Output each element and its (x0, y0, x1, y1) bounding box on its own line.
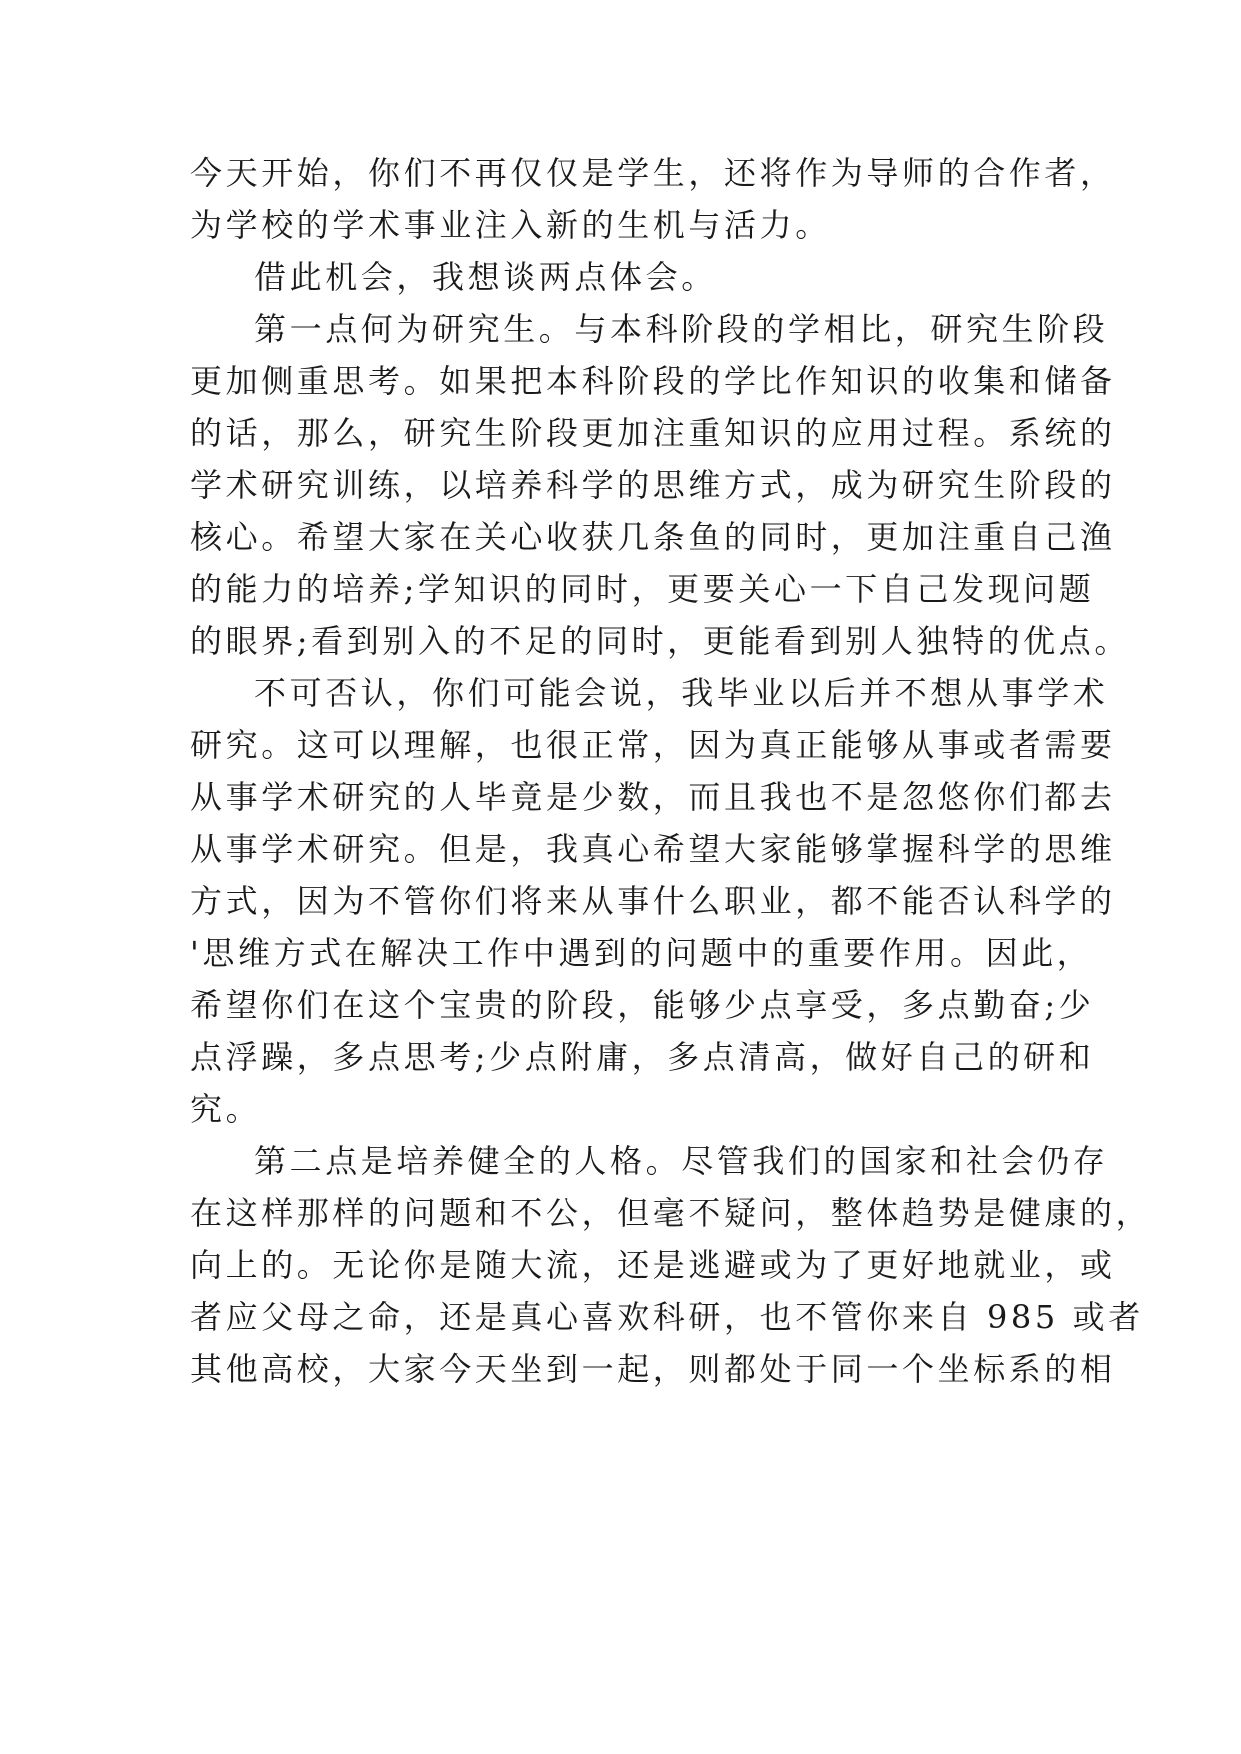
text-line: 从事学术研究的人毕竟是少数，而且我也不是忽悠你们都去 (190, 778, 1116, 816)
text-line: 的话，那么，研究生阶段更加注重知识的应用过程。系统的 (190, 414, 1116, 452)
text-line: 的能力的培养;学知识的同时，更要关心一下自己发现问题 (190, 570, 1095, 608)
text-line: '思维方式在解决工作中遇到的问题中的重要作用。因此， (190, 934, 1093, 972)
text-line: 的眼界;看到别入的不足的同时，更能看到别人独特的优点。 (190, 622, 1130, 660)
text-line: 学术研究训练，以培养科学的思维方式，成为研究生阶段的 (190, 466, 1116, 504)
text-line: 今天开始，你们不再仅仅是学生，还将作为导师的合作者， (190, 154, 1116, 192)
text-line: 更加侧重思考。如果把本科阶段的学比作知识的收集和储备 (190, 362, 1116, 400)
text-line: 者应父母之命，还是真心喜欢科研，也不管你来自 985 或者 (190, 1298, 1144, 1336)
text-line: 在这样那样的问题和不公，但毫不疑问，整体趋势是健康的， (190, 1194, 1152, 1232)
text-line: 借此机会，我想谈两点体会。 (254, 258, 717, 296)
text-line: 为学校的学术事业注入新的生机与活力。 (190, 206, 831, 244)
text-line: 究。 (190, 1090, 262, 1128)
text-line: 希望你们在这个宝贵的阶段，能够少点享受，多点勤奋;少 (190, 986, 1095, 1024)
text-line: 点浮躁，多点思考;少点附庸，多点清高，做好自己的研和 (190, 1038, 1095, 1076)
text-line: 方式，因为不管你们将来从事什么职业，都不能否认科学的 (190, 882, 1116, 920)
text-line: 第二点是培养健全的人格。尽管我们的国家和社会仍存 (254, 1142, 1109, 1180)
text-line: 第一点何为研究生。与本科阶段的学相比，研究生阶段 (254, 310, 1109, 348)
text-line: 研究。这可以理解，也很正常，因为真正能够从事或者需要 (190, 726, 1116, 764)
text-line: 从事学术研究。但是，我真心希望大家能够掌握科学的思维 (190, 830, 1116, 868)
text-line: 向上的。无论你是随大流，还是逃避或为了更好地就业，或 (190, 1246, 1116, 1284)
text-line: 其他高校，大家今天坐到一起，则都处于同一个坐标系的相 (190, 1350, 1116, 1388)
text-line: 不可否认，你们可能会说，我毕业以后并不想从事学术 (254, 674, 1109, 712)
text-line: 核心。希望大家在关心收获几条鱼的同时，更加注重自己渔 (190, 518, 1116, 556)
